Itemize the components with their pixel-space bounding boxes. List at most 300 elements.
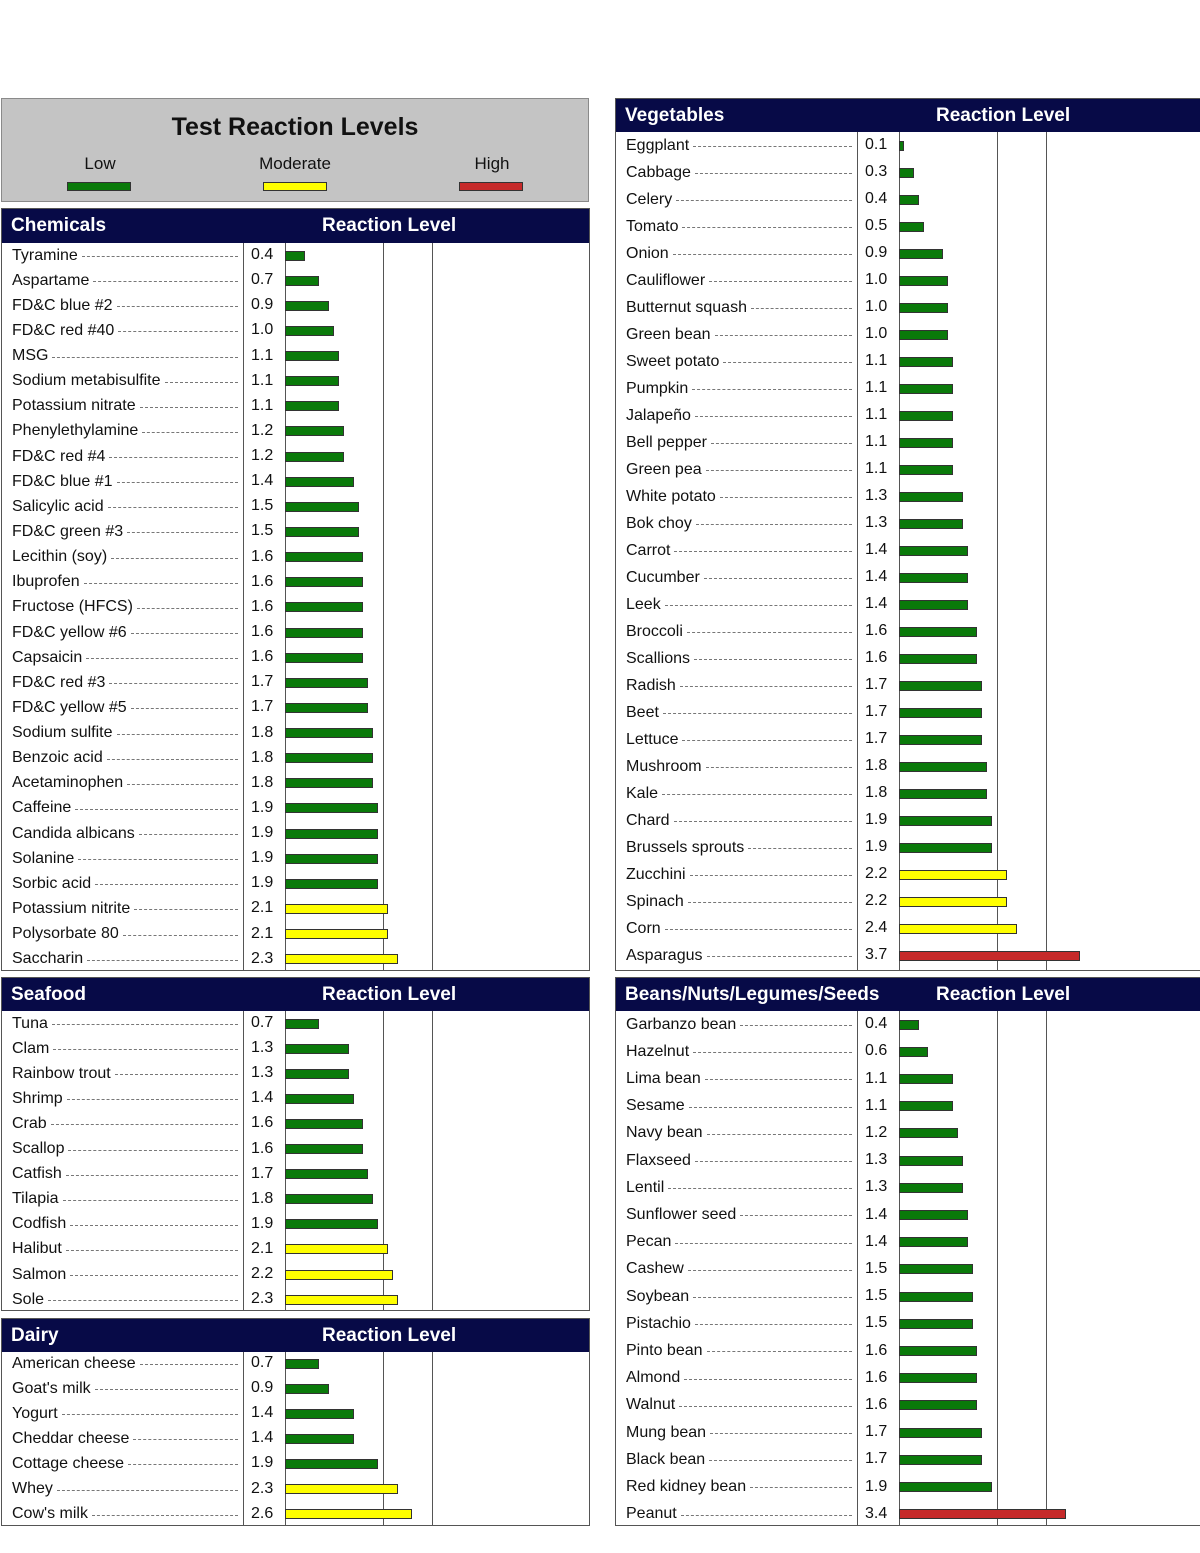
bar-fd-c-red-3	[285, 678, 368, 688]
data-label-green-pea: 1.1	[865, 460, 888, 477]
bar-pistachio	[899, 1319, 973, 1329]
row-label-zucchini	[626, 861, 854, 888]
row-label-text: MSG	[12, 347, 49, 365]
row-label-text: Pinto bean	[626, 1341, 703, 1359]
row-label-phenylethylamine	[12, 419, 240, 444]
row-label-crab	[12, 1111, 240, 1136]
bar-sesame	[899, 1101, 953, 1111]
data-label-spinach: 2.2	[865, 892, 888, 909]
row-label-text: Scallions	[626, 649, 691, 667]
beans-panel	[615, 977, 1200, 1526]
row-label-shrimp	[12, 1086, 240, 1111]
data-label-fd-c-blue-1: 1.4	[251, 472, 274, 490]
bar-yogurt	[285, 1409, 354, 1419]
data-label-fd-c-yellow-5: 1.7	[251, 698, 274, 716]
bar-crab	[285, 1119, 363, 1129]
row-label-text: Clam	[12, 1039, 50, 1057]
bar-lettuce	[899, 735, 982, 745]
legend-high-swatch	[459, 182, 523, 191]
leader-dots	[693, 1297, 852, 1298]
leader-dots	[66, 1175, 238, 1176]
leader-dots	[704, 578, 852, 579]
row-label-fd-c-yellow-6	[12, 620, 240, 645]
data-label-soybean: 1.5	[865, 1287, 888, 1305]
data-label-caffeine: 1.9	[251, 798, 274, 816]
seafood-panel	[1, 977, 590, 1311]
row-label-text: Shrimp	[12, 1089, 63, 1107]
data-label-cucumber: 1.4	[865, 568, 888, 585]
leader-dots	[676, 200, 852, 201]
row-label-sesame	[626, 1093, 854, 1120]
row-label-yogurt	[12, 1401, 240, 1426]
row-label-text: FD&C blue #1	[12, 472, 113, 490]
bar-zucchini	[899, 870, 1007, 880]
row-label-red-kidney-bean	[626, 1473, 854, 1500]
leader-dots	[662, 794, 852, 795]
row-label-mung-bean	[626, 1419, 854, 1446]
data-label-potassium-nitrate: 1.1	[251, 396, 274, 414]
data-label-fd-c-red-4: 1.2	[251, 447, 274, 465]
row-label-tomato	[626, 213, 854, 240]
leader-dots	[131, 708, 238, 709]
leader-dots	[117, 482, 239, 483]
row-label-text: Fructose (HFCS)	[12, 598, 133, 616]
beans-header	[616, 978, 1200, 1011]
bar-candida-albicans	[285, 829, 378, 839]
row-label-sorbic-acid	[12, 871, 240, 896]
leader-dots	[693, 146, 852, 147]
data-label-phenylethylamine: 1.2	[251, 421, 274, 439]
chemicals-axis-title: Reaction Level	[322, 215, 457, 236]
row-label-text: Sole	[12, 1290, 45, 1308]
leader-dots	[84, 583, 238, 584]
row-label-peanut	[626, 1501, 854, 1528]
leader-dots	[740, 1215, 852, 1216]
data-label-hazelnut: 0.6	[865, 1042, 888, 1060]
row-label-cabbage	[626, 159, 854, 186]
leader-dots	[109, 683, 238, 684]
row-label-text: Potassium nitrate	[12, 397, 136, 415]
leader-dots	[53, 1049, 238, 1050]
dairy-header	[2, 1319, 589, 1352]
bar-leek	[899, 600, 968, 610]
row-label-text: Rainbow trout	[12, 1064, 111, 1082]
row-label-text: Eggplant	[626, 136, 690, 154]
row-label-cauliflower	[626, 267, 854, 294]
row-label-green-pea	[626, 456, 854, 483]
row-label-sodium-metabisulfite	[12, 369, 240, 394]
row-label-text: Carrot	[626, 541, 671, 559]
leader-dots	[78, 859, 238, 860]
data-label-lettuce: 1.7	[865, 730, 888, 747]
data-label-green-bean: 1.0	[865, 325, 888, 342]
grid-line	[997, 132, 998, 970]
leader-dots	[674, 821, 852, 822]
grid-line	[432, 1011, 433, 1310]
leader-dots	[131, 633, 238, 634]
row-label-text: Whey	[12, 1480, 53, 1498]
leader-dots	[142, 432, 238, 433]
row-label-fd-c-blue-1	[12, 469, 240, 494]
data-label-radish: 1.7	[865, 676, 888, 693]
leader-dots	[134, 909, 238, 910]
leader-dots	[57, 1490, 238, 1491]
bar-sorbic-acid	[285, 879, 378, 889]
leader-dots	[707, 1351, 852, 1352]
data-label-bok-choy: 1.3	[865, 514, 888, 531]
data-label-jalape-o: 1.1	[865, 406, 888, 423]
bar-green-pea	[899, 465, 953, 475]
leader-dots	[665, 929, 852, 930]
data-label-pecan: 1.4	[865, 1232, 888, 1250]
legend-high-label: High	[474, 154, 510, 173]
legend-low-swatch	[67, 182, 131, 191]
data-label-fd-c-red-3: 1.7	[251, 673, 274, 691]
data-label-american-cheese: 0.7	[251, 1354, 274, 1372]
bar-solanine	[285, 854, 378, 864]
row-label-text: Broccoli	[626, 622, 683, 640]
bar-american-cheese	[285, 1359, 319, 1369]
bar-tomato	[899, 222, 924, 232]
data-label-tuna: 0.7	[251, 1014, 274, 1032]
leader-dots	[706, 767, 852, 768]
leader-dots	[692, 389, 852, 390]
row-label-walnut	[626, 1392, 854, 1419]
data-label-mung-bean: 1.7	[865, 1423, 888, 1441]
leader-dots	[68, 1150, 238, 1151]
row-label-text: Pistachio	[626, 1314, 691, 1332]
row-label-text: Peanut	[626, 1505, 677, 1523]
data-label-fructose-hfcs: 1.6	[251, 597, 274, 615]
bar-benzoic-acid	[285, 753, 373, 763]
row-label-text: Beet	[626, 703, 659, 721]
bar-fd-c-red-40	[285, 326, 334, 336]
row-label-text: Bok choy	[626, 514, 692, 532]
row-label-text: Phenylethylamine	[12, 422, 139, 440]
row-label-pumpkin	[626, 375, 854, 402]
row-label-tuna	[12, 1011, 240, 1036]
data-label-halibut: 2.1	[251, 1239, 274, 1257]
row-label-onion	[626, 240, 854, 267]
data-label-sweet-potato: 1.1	[865, 352, 888, 369]
bar-rainbow-trout	[285, 1069, 349, 1079]
leader-dots	[687, 632, 852, 633]
row-label-sodium-sulfite	[12, 720, 240, 745]
leader-dots	[695, 173, 852, 174]
data-label-lecithin-soy: 1.6	[251, 547, 274, 565]
bar-cottage-cheese	[285, 1459, 378, 1469]
row-label-fructose-hfcs	[12, 595, 240, 620]
leader-dots	[51, 1124, 238, 1125]
data-label-lentil: 1.3	[865, 1178, 888, 1196]
vegetables-header	[616, 99, 1200, 132]
row-label-fd-c-red-40	[12, 318, 240, 343]
bar-shrimp	[285, 1094, 354, 1104]
bar-tyramine	[285, 251, 305, 261]
row-label-clam	[12, 1036, 240, 1061]
bar-whey	[285, 1484, 398, 1494]
row-label-carrot	[626, 537, 854, 564]
beans-title: Beans/Nuts/Legumes/Seeds	[625, 984, 880, 1005]
bar-fd-c-yellow-5	[285, 703, 368, 713]
bar-msg	[285, 351, 339, 361]
row-label-white-potato	[626, 483, 854, 510]
row-label-ibuprofen	[12, 570, 240, 595]
bar-green-bean	[899, 330, 948, 340]
bar-flaxseed	[899, 1156, 963, 1166]
leader-dots	[740, 1025, 852, 1026]
row-label-caffeine	[12, 796, 240, 821]
row-label-jalape-o	[626, 402, 854, 429]
data-label-shrimp: 1.4	[251, 1089, 274, 1107]
row-label-text: Pecan	[626, 1233, 672, 1251]
bar-fd-c-green-3	[285, 527, 359, 537]
legend-low-label: Low	[84, 154, 116, 173]
row-label-potassium-nitrate	[12, 394, 240, 419]
leader-dots	[680, 686, 852, 687]
row-label-text: Red kidney bean	[626, 1477, 747, 1495]
bar-lima-bean	[899, 1074, 953, 1084]
leader-dots	[690, 875, 852, 876]
row-label-radish	[626, 672, 854, 699]
row-label-goat-s-milk	[12, 1376, 240, 1401]
bar-cabbage	[899, 168, 914, 178]
bar-sweet-potato	[899, 357, 953, 367]
data-label-rainbow-trout: 1.3	[251, 1064, 274, 1082]
data-label-salicylic-acid: 1.5	[251, 497, 274, 515]
leader-dots	[107, 759, 238, 760]
bar-potassium-nitrite	[285, 904, 388, 914]
row-label-hazelnut	[626, 1038, 854, 1065]
seafood-header	[2, 978, 589, 1011]
leader-dots	[688, 1270, 852, 1271]
leader-dots	[93, 281, 238, 282]
column-divider	[857, 1011, 858, 1525]
bar-red-kidney-bean	[899, 1482, 992, 1492]
data-label-asparagus: 3.7	[865, 946, 888, 963]
data-label-ibuprofen: 1.6	[251, 572, 274, 590]
grid-line	[997, 1011, 998, 1525]
data-label-onion: 0.9	[865, 244, 888, 261]
bar-pumpkin	[899, 384, 953, 394]
row-label-text: Flaxseed	[626, 1151, 691, 1169]
row-label-butternut-squash	[626, 294, 854, 321]
leader-dots	[92, 1515, 238, 1516]
row-label-salicylic-acid	[12, 494, 240, 519]
data-label-white-potato: 1.3	[865, 487, 888, 504]
data-label-cabbage: 0.3	[865, 163, 888, 180]
bar-sunflower-seed	[899, 1210, 968, 1220]
row-label-benzoic-acid	[12, 746, 240, 771]
leader-dots	[139, 834, 238, 835]
leader-dots	[108, 507, 238, 508]
bar-clam	[285, 1044, 349, 1054]
leader-dots	[111, 558, 238, 559]
row-label-beet	[626, 699, 854, 726]
grid-line	[383, 1011, 384, 1310]
data-label-clam: 1.3	[251, 1039, 274, 1057]
row-label-text: Saccharin	[12, 950, 84, 968]
dairy-panel	[1, 1318, 590, 1526]
data-label-tilapia: 1.8	[251, 1189, 274, 1207]
bar-walnut	[899, 1400, 977, 1410]
data-label-polysorbate-80: 2.1	[251, 924, 274, 942]
data-label-tomato: 0.5	[865, 217, 888, 234]
row-label-brussels-sprouts	[626, 834, 854, 861]
data-label-salmon: 2.2	[251, 1265, 274, 1283]
row-label-text: Sesame	[626, 1097, 685, 1115]
data-label-garbanzo-bean: 0.4	[865, 1015, 888, 1033]
bar-jalape-o	[899, 411, 953, 421]
row-label-bell-pepper	[626, 429, 854, 456]
row-label-garbanzo-bean	[626, 1011, 854, 1038]
row-label-text: Yogurt	[12, 1404, 58, 1422]
data-label-pinto-bean: 1.6	[865, 1341, 888, 1359]
row-label-capsaicin	[12, 645, 240, 670]
row-label-soybean	[626, 1283, 854, 1310]
row-label-text: Spinach	[626, 892, 684, 910]
row-label-text: Cucumber	[626, 568, 700, 586]
row-label-pistachio	[626, 1310, 854, 1337]
leader-dots	[127, 784, 238, 785]
leader-dots	[710, 1433, 852, 1434]
row-label-text: Jalapeño	[626, 406, 691, 424]
row-label-text: Radish	[626, 676, 676, 694]
row-label-text: Lettuce	[626, 730, 679, 748]
row-label-text: Zucchini	[626, 865, 686, 883]
row-label-text: Butternut squash	[626, 298, 747, 316]
row-label-text: Sorbic acid	[12, 874, 92, 892]
row-label-lima-bean	[626, 1065, 854, 1092]
row-label-sweet-potato	[626, 348, 854, 375]
row-label-fd-c-yellow-5	[12, 695, 240, 720]
leader-dots	[137, 608, 238, 609]
data-label-bell-pepper: 1.1	[865, 433, 888, 450]
row-label-text: Mushroom	[626, 757, 702, 775]
legend-box	[1, 98, 589, 202]
row-label-text: Acetaminophen	[12, 774, 124, 792]
row-label-text: Crab	[12, 1114, 47, 1132]
data-label-sesame: 1.1	[865, 1096, 888, 1114]
row-label-text: Tilapia	[12, 1190, 59, 1208]
column-divider	[243, 243, 244, 970]
row-label-chard	[626, 807, 854, 834]
data-label-beet: 1.7	[865, 703, 888, 720]
row-label-halibut	[12, 1237, 240, 1262]
row-label-text: Benzoic acid	[12, 749, 103, 767]
leader-dots	[118, 331, 238, 332]
leader-dots	[95, 1389, 238, 1390]
data-label-fd-c-blue-2: 0.9	[251, 296, 274, 314]
row-label-text: Asparagus	[626, 946, 703, 964]
data-label-cashew: 1.5	[865, 1259, 888, 1277]
row-label-text: Goat's milk	[12, 1379, 91, 1397]
leader-dots	[663, 713, 852, 714]
row-label-text: Aspartame	[12, 271, 90, 289]
row-label-rainbow-trout	[12, 1061, 240, 1086]
leader-dots	[70, 1275, 238, 1276]
leader-dots	[87, 960, 238, 961]
row-label-text: Sunflower seed	[626, 1205, 737, 1223]
row-label-text: Mung bean	[626, 1423, 707, 1441]
row-label-solanine	[12, 846, 240, 871]
bar-cauliflower	[899, 276, 948, 286]
row-label-lecithin-soy	[12, 545, 240, 570]
row-label-catfish	[12, 1162, 240, 1187]
bar-catfish	[285, 1169, 368, 1179]
row-label-text: American cheese	[12, 1354, 136, 1372]
leader-dots	[696, 524, 852, 525]
leader-dots	[165, 382, 238, 383]
bar-brussels-sprouts	[899, 843, 992, 853]
bar-peanut	[899, 1509, 1066, 1519]
chemicals-header	[2, 209, 589, 243]
leader-dots	[705, 1079, 852, 1080]
bar-onion	[899, 249, 943, 259]
leader-dots	[682, 227, 852, 228]
leader-dots	[688, 902, 852, 903]
bar-codfish	[285, 1219, 378, 1229]
bar-mung-bean	[899, 1428, 982, 1438]
leader-dots	[750, 1487, 852, 1488]
row-label-text: Tomato	[626, 217, 679, 235]
row-label-text: Salicylic acid	[12, 497, 104, 515]
row-label-tilapia	[12, 1187, 240, 1212]
data-label-cauliflower: 1.0	[865, 271, 888, 288]
data-label-potassium-nitrite: 2.1	[251, 899, 274, 917]
bar-salmon	[285, 1270, 393, 1280]
bar-ibuprofen	[285, 577, 363, 587]
row-label-celery	[626, 186, 854, 213]
row-label-text: Halibut	[12, 1240, 62, 1258]
chemicals-panel	[1, 208, 590, 971]
leader-dots	[682, 740, 852, 741]
bar-celery	[899, 195, 919, 205]
bar-white-potato	[899, 492, 963, 502]
leader-dots	[66, 1250, 238, 1251]
grid-line	[1046, 132, 1047, 970]
leader-dots	[693, 1052, 852, 1053]
data-label-fd-c-green-3: 1.5	[251, 522, 274, 540]
row-label-text: Solanine	[12, 849, 75, 867]
data-label-leek: 1.4	[865, 595, 888, 612]
row-label-text: Walnut	[626, 1396, 676, 1414]
bar-saccharin	[285, 954, 398, 964]
leader-dots	[709, 281, 852, 282]
row-label-text: Garbanzo bean	[626, 1015, 737, 1033]
bar-almond	[899, 1373, 977, 1383]
leader-dots	[674, 551, 852, 552]
leader-dots	[695, 1161, 852, 1162]
row-label-text: Celery	[626, 190, 673, 208]
row-label-text: Cauliflower	[626, 271, 706, 289]
bar-tilapia	[285, 1194, 373, 1204]
row-label-scallions	[626, 645, 854, 672]
row-label-text: Ibuprofen	[12, 573, 80, 591]
row-label-polysorbate-80	[12, 922, 240, 947]
data-label-cow-s-milk: 2.6	[251, 1504, 274, 1522]
data-label-sodium-sulfite: 1.8	[251, 723, 274, 741]
row-label-whey	[12, 1477, 240, 1502]
bar-spinach	[899, 897, 1007, 907]
bar-fructose-hfcs	[285, 602, 363, 612]
row-label-text: Lentil	[626, 1178, 665, 1196]
leader-dots	[684, 1379, 852, 1380]
bar-scallions	[899, 654, 977, 664]
row-label-text: FD&C blue #2	[12, 296, 113, 314]
bar-hazelnut	[899, 1047, 928, 1057]
bar-cow-s-milk	[285, 1509, 412, 1519]
